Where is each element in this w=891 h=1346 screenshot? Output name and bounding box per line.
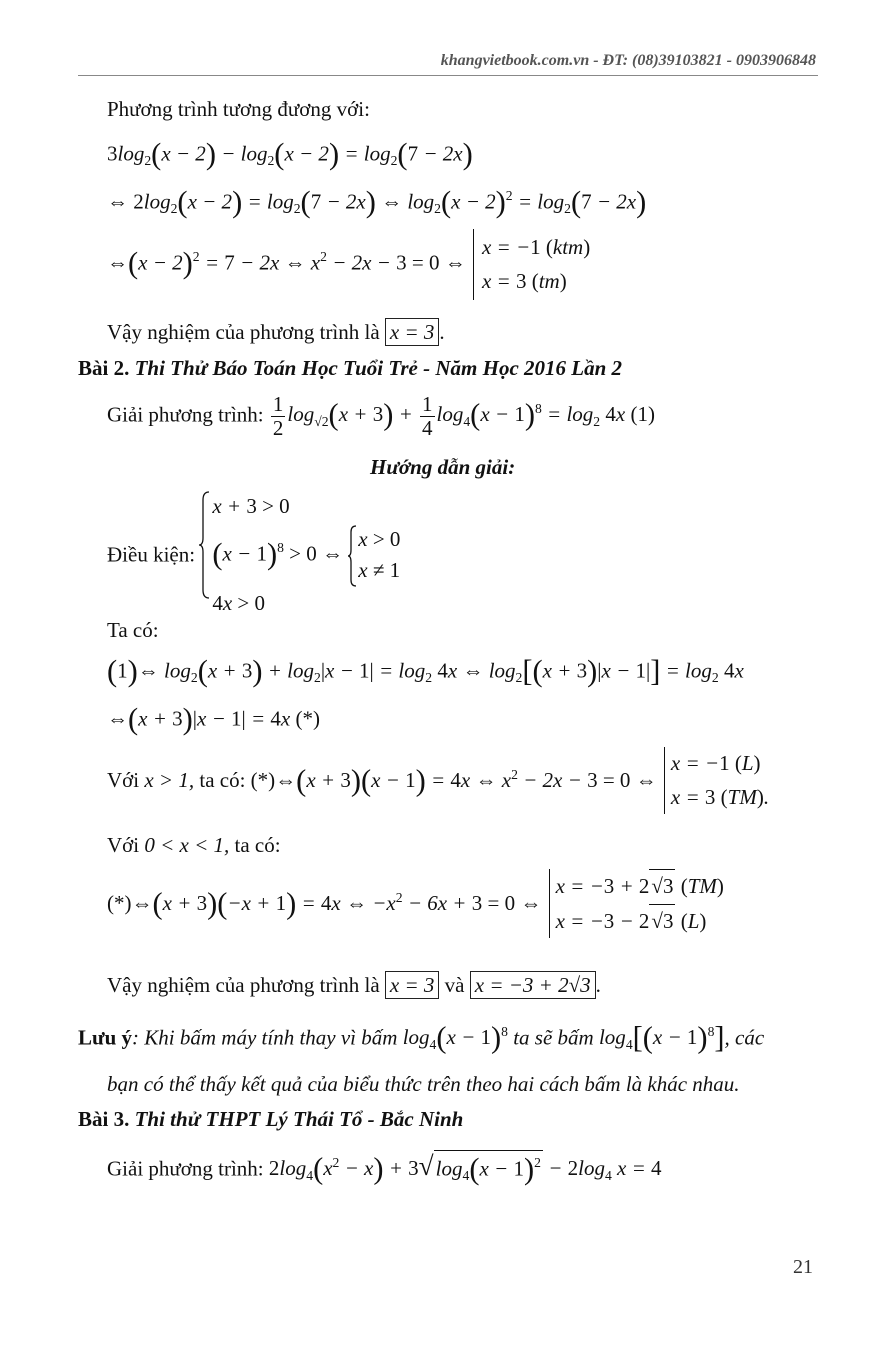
bai2-title	[78, 356, 622, 381]
bai2-label: Bài 2.	[78, 356, 130, 380]
bai3-title	[78, 1107, 463, 1132]
bai2-condition	[107, 490, 400, 620]
bai2-ta-co: Ta có:	[107, 618, 159, 642]
bai2-and: và	[444, 973, 465, 997]
case2-mid: ta có:	[234, 833, 281, 857]
case1-prefix: Với	[107, 768, 140, 792]
note-line2: bạn có thể thấy kết quả của biểu thức trên theo hai cách bấm là khác nhau.	[107, 1072, 740, 1096]
condition-system: x + 3 > 0 $(x - 1)^8 > 0$ ⇔ x > 0 x ≠ 1 4x > 0	[200, 490, 400, 620]
bai2-prompt: Giải phương trình:	[107, 402, 264, 427]
bai2-conclusion: Vậy nghiệm của phương trình là x = 3 và x = −3 + 2√3 .	[107, 971, 601, 999]
sol1-conclusion-label: Vậy nghiệm của phương trình là	[107, 320, 380, 344]
bai2-answer1-box: x = 3	[385, 971, 440, 999]
case2-cond: 0 < x < 1,	[144, 833, 230, 857]
header-rule	[78, 75, 818, 76]
bai2-condition-label: Điều kiện:	[107, 542, 196, 567]
sol1-eq1: $3\log_2(x - 2) - \log_2(x - 2) = \log_2(7 - 2x)$	[107, 137, 473, 171]
header-site: khangvietbook.com.vn - ĐT: (08)39103821 - 0903906848	[440, 52, 816, 69]
bai2-eq2: ⇔(x + 3)|x − 1| = 4x (*)	[107, 702, 320, 736]
sol1-conclusion: Vậy nghiệm của phương trình là x = 3 .	[107, 318, 445, 346]
bai2-answer2-box: x = −3 + 2√3	[470, 971, 596, 999]
note-label: Lưu ý	[78, 1025, 133, 1050]
page-number: 21	[793, 1256, 813, 1278]
sol1-intro: Phương trình tương đương với:	[107, 97, 370, 121]
bai3-prompt: Giải phương trình:	[107, 1156, 264, 1181]
bai2-source: Thi Thử Báo Toán Học Tuổi Trẻ - Năm Học 2016 Lần 2	[134, 356, 623, 380]
bai2-case2	[107, 833, 281, 858]
case1-cond: x > 1,	[144, 768, 195, 792]
bai2-eq3: (*)⇔(x + 3)(−x + 1) = 4x ⇔ $-x^2 - 6x + 3 = 0$ ⇔ x = −3 + 2√3 (TM) x = −3 − 2√3 (L)	[107, 869, 724, 938]
bai3-label: Bài 3.	[78, 1107, 130, 1131]
bai2-guide-heading: Hướng dẫn giải:	[370, 455, 516, 479]
sol1-eq2: ⇔ $2\log_2(x - 2) = \log_2(7 - 2x)$ ⇔ $\log_2(x - 2)^2 = \log_2(7 - 2x)$	[107, 185, 647, 219]
sol1-eq3: ⇔(x − 2)$^2$ = 7 − 2x ⇔ $x^2 - 2x - 3 = 0$ ⇔ x = −1 (ktm) x = 3 (tm)	[107, 229, 592, 300]
bai2-eq1: (1)⇔ $\log_2(x + 3) + \log_2|x - 1| = \log_2 4x$ ⇔ $\log_2[(x + 3)|x - 1|] = \log_2 4x$	[107, 654, 744, 688]
case2-prefix: Với	[107, 833, 140, 857]
bai2-conclusion-label: Vậy nghiệm của phương trình là	[107, 973, 380, 997]
sol1-answer-box: x = 3	[385, 318, 440, 346]
note-text3: , các	[724, 1025, 765, 1050]
bai3-source: Thi thử THPT Lý Thái Tổ - Bắc Ninh	[134, 1107, 464, 1131]
case1-mid: ta có:	[199, 768, 246, 792]
note-line1: Lưu ý: Khi bấm máy tính thay vì bấm $\log_4(x - 1)^8$ ta sẽ bấm $\log_4[(x - 1)^8]$, các	[78, 1021, 765, 1055]
bai2-problem: Giải phương trình: $\frac{1}{2}$ $\log_{√2}(x + 3)$ + $\frac{1}{4}$ $\log_4(x - 1)^8 = \log_2 4x$ (1)	[107, 392, 655, 441]
bai2-case1: Với x > 1, ta có: (*)⇔(x + 3)(x − 1) = 4x ⇔ $x^2 - 2x - 3 = 0$ ⇔ x = −1 (L) x = 3 (TM).	[107, 747, 769, 814]
bai3-problem: Giải phương trình: $2\log_4(x^2 - x) + 3√\log_4(x - 1)^2 - 2\log_4$ x = 4	[107, 1151, 662, 1186]
note-text1: : Khi bấm máy tính thay vì bấm	[132, 1025, 398, 1050]
note-text2: ta sẽ bấm	[513, 1025, 594, 1050]
